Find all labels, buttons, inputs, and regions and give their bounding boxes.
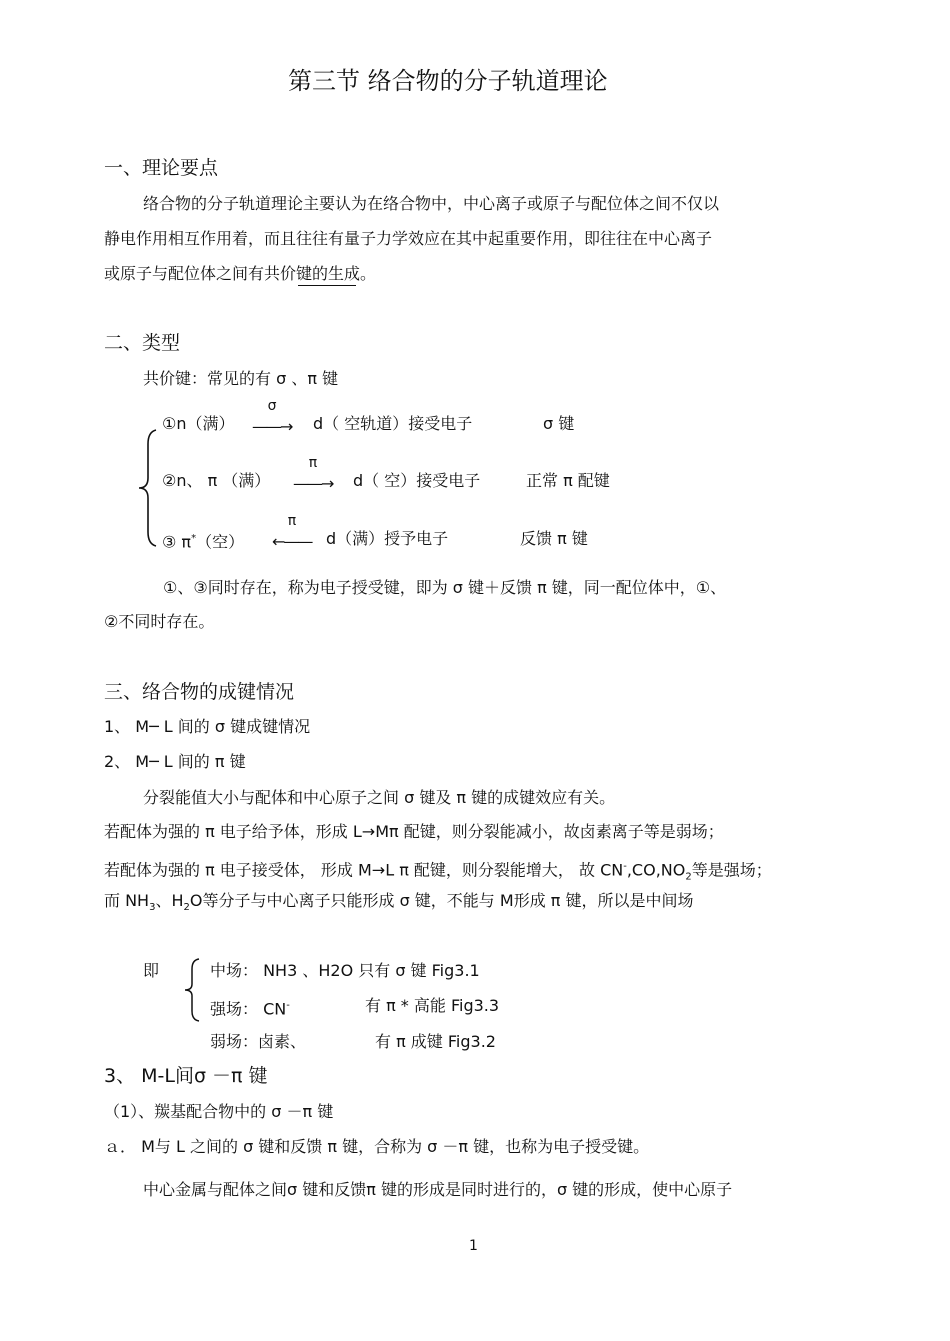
paragraph-line: ａ． M与 L 之间的 σ 键和反馈 π 键，合称为 σ －π 键，也称为电子授受键。 (104, 1137, 650, 1156)
star-superscript: * (191, 533, 197, 544)
list-item: 1、 M─ L 间的 σ 键成键情况 (104, 717, 311, 736)
text-run: 而 NH (104, 891, 150, 910)
page-title: 第三节 络合物的分子轨道理论 (288, 67, 608, 95)
arrow-label: σ (267, 398, 277, 414)
subscript: 3 (149, 902, 156, 914)
arrow-label: π (287, 513, 297, 529)
covalent-bond-intro: 共价键：常见的有 σ 、π 键 (143, 369, 339, 388)
paragraph-line: 静电作用相互作用着，而且往往有量子力学效应在其中起重要作用，即往往在中心离子 (104, 229, 713, 248)
section-heading-2: 二、类型 (104, 332, 181, 354)
weak-field-line: 弱场：卤素、 (210, 1032, 307, 1051)
text-underline (298, 285, 356, 286)
text-run: O等分子与中心离子只能形成 σ 键，不能与 M形成 π 键，所以是中间场 (189, 891, 694, 910)
section-heading-1: 一、理论要点 (104, 157, 219, 179)
ji-label: 即 (143, 961, 160, 980)
right-arrow-icon: π ——→ (293, 455, 333, 493)
arrow-label: π (308, 455, 318, 471)
superscript: - (286, 1000, 290, 1011)
paragraph-line: 络合物的分子轨道理论主要认为在络合物中，中心离子或原子与配位体之间不仅以 (143, 194, 720, 213)
subscript: 2 (685, 871, 692, 883)
subsection-heading: 3、 M-L间σ －π 键 (104, 1065, 268, 1087)
type-row-1-left: ①n（满） (162, 414, 235, 433)
paragraph-line: ②不同时存在。 (104, 612, 215, 631)
subscript: 2 (183, 902, 190, 914)
list-item: 2、 M─ L 间的 π 键 (104, 752, 246, 771)
text-run: ,CO,NO (626, 860, 686, 880)
text-run: 、H (155, 891, 184, 910)
text-run: 强场： CN (210, 999, 287, 1019)
paragraph-line: 或原子与配位体之间有共价键的生成。 (104, 264, 377, 283)
row3-pi: ③ π (162, 532, 192, 552)
type-row-2-left: ②n、 π （满） (162, 471, 271, 490)
paragraph-line (104, 891, 694, 918)
type-row-1-result: σ 键 (543, 414, 575, 433)
type-row-3-result: 反馈 π 键 (520, 529, 588, 548)
row3-empty: （空） (196, 532, 245, 552)
type-row-1-right: d（ 空轨道）接受电子 (313, 414, 473, 433)
paragraph-line: 中心金属与配体之间σ 键和反馈π 键的形成是同时进行的，σ 键的形成，使中心原子 (143, 1180, 733, 1199)
left-brace-icon (182, 957, 202, 1023)
paragraph-line: 分裂能值大小与配体和中心原子之间 σ 键及 π 键的成键效应有关。 (143, 788, 616, 807)
type-row-2-result: 正常 π 配键 (526, 471, 610, 490)
left-brace-icon (136, 428, 160, 548)
subsection-item: （1）、羰基配合物中的 σ －π 键 (104, 1102, 334, 1121)
type-row-3-left (162, 529, 244, 552)
strong-field-detail: 有 π * 高能 Fig3.3 (365, 996, 500, 1015)
type-row-2-right: d（ 空）接受电子 (353, 471, 481, 490)
page-number: 1 (469, 1238, 478, 1254)
paragraph-line: ①、③同时存在，称为电子授受键，即为 σ 键＋反馈 π 键，同一配位体中，①、 (163, 578, 727, 597)
text-run: 等是强场； (691, 860, 772, 880)
strong-field-line (210, 996, 290, 1019)
mid-field-line: 中场： NH3 、H2O 只有 σ 键 Fig3.1 (210, 961, 480, 980)
right-arrow-icon: σ ——→ (252, 398, 292, 436)
text-run: 若配体为强的 π 电子接受体， 形成 M→L π 配键，则分裂能增大， 故 CN (104, 860, 624, 880)
paragraph-line (104, 857, 772, 888)
weak-field-detail: 有 π 成键 Fig3.2 (375, 1032, 496, 1051)
section-heading-3: 三、络合物的成键情况 (104, 681, 295, 703)
type-row-3-right: d（满）授予电子 (326, 529, 449, 548)
left-arrow-icon: π ←—— (272, 513, 312, 551)
superscript: - (623, 861, 627, 872)
paragraph-line: 若配体为强的 π 电子给予体，形成 L→Mπ 配键，则分裂能减小，故卤素离子等是弱场； (104, 822, 724, 841)
